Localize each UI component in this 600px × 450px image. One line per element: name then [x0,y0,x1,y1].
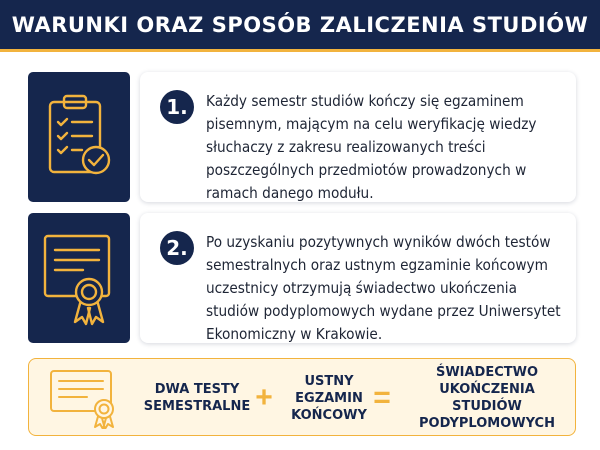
certificate-icon [47,367,123,434]
page-title: WARUNKI ORAZ SPOSÓB ZALICZENIA STUDIÓW [11,12,589,37]
equals-sign: = [373,381,391,414]
result-certificate: ŚWIADECTWO UKOŃCZENIA STUDIÓW PODYPLOMOWYCH [419,365,555,431]
certificate-icon [28,213,130,343]
header-banner [0,0,600,52]
step-text: Każdy semestr studiów kończy się egzaminem pisemnym, mającym na celu weryfikację wiedzy słuchaczy z zakresu realizowanych treści poszczególnych przedmiotów prowadzonych w ramach danego modułu. [206,92,537,202]
step-1-card [140,72,576,202]
step-number: 2. [160,231,194,265]
step-1 [28,72,576,202]
step-2-card [140,213,576,343]
term-two-tests: DWA TESTY SEMESTRALNE [143,382,251,414]
step-2 [28,213,576,343]
checklist-clipboard-icon [28,72,130,202]
term-oral-exam: USTNY EGZAMIN KOŃCOWY [291,373,367,423]
plus-sign: + [255,381,273,414]
step-text: Po uzyskaniu pozytywnych wyników dwóch testów semestralnych oraz ustnym egzaminie końcowym uczestnicy otrzymują świadectwo ukończenia studiów podyplomowych wydane przez Uniwersytet Ekonomiczny w Krakowie. [206,233,561,343]
summary-formula [28,358,576,436]
step-number: 1. [160,90,194,124]
